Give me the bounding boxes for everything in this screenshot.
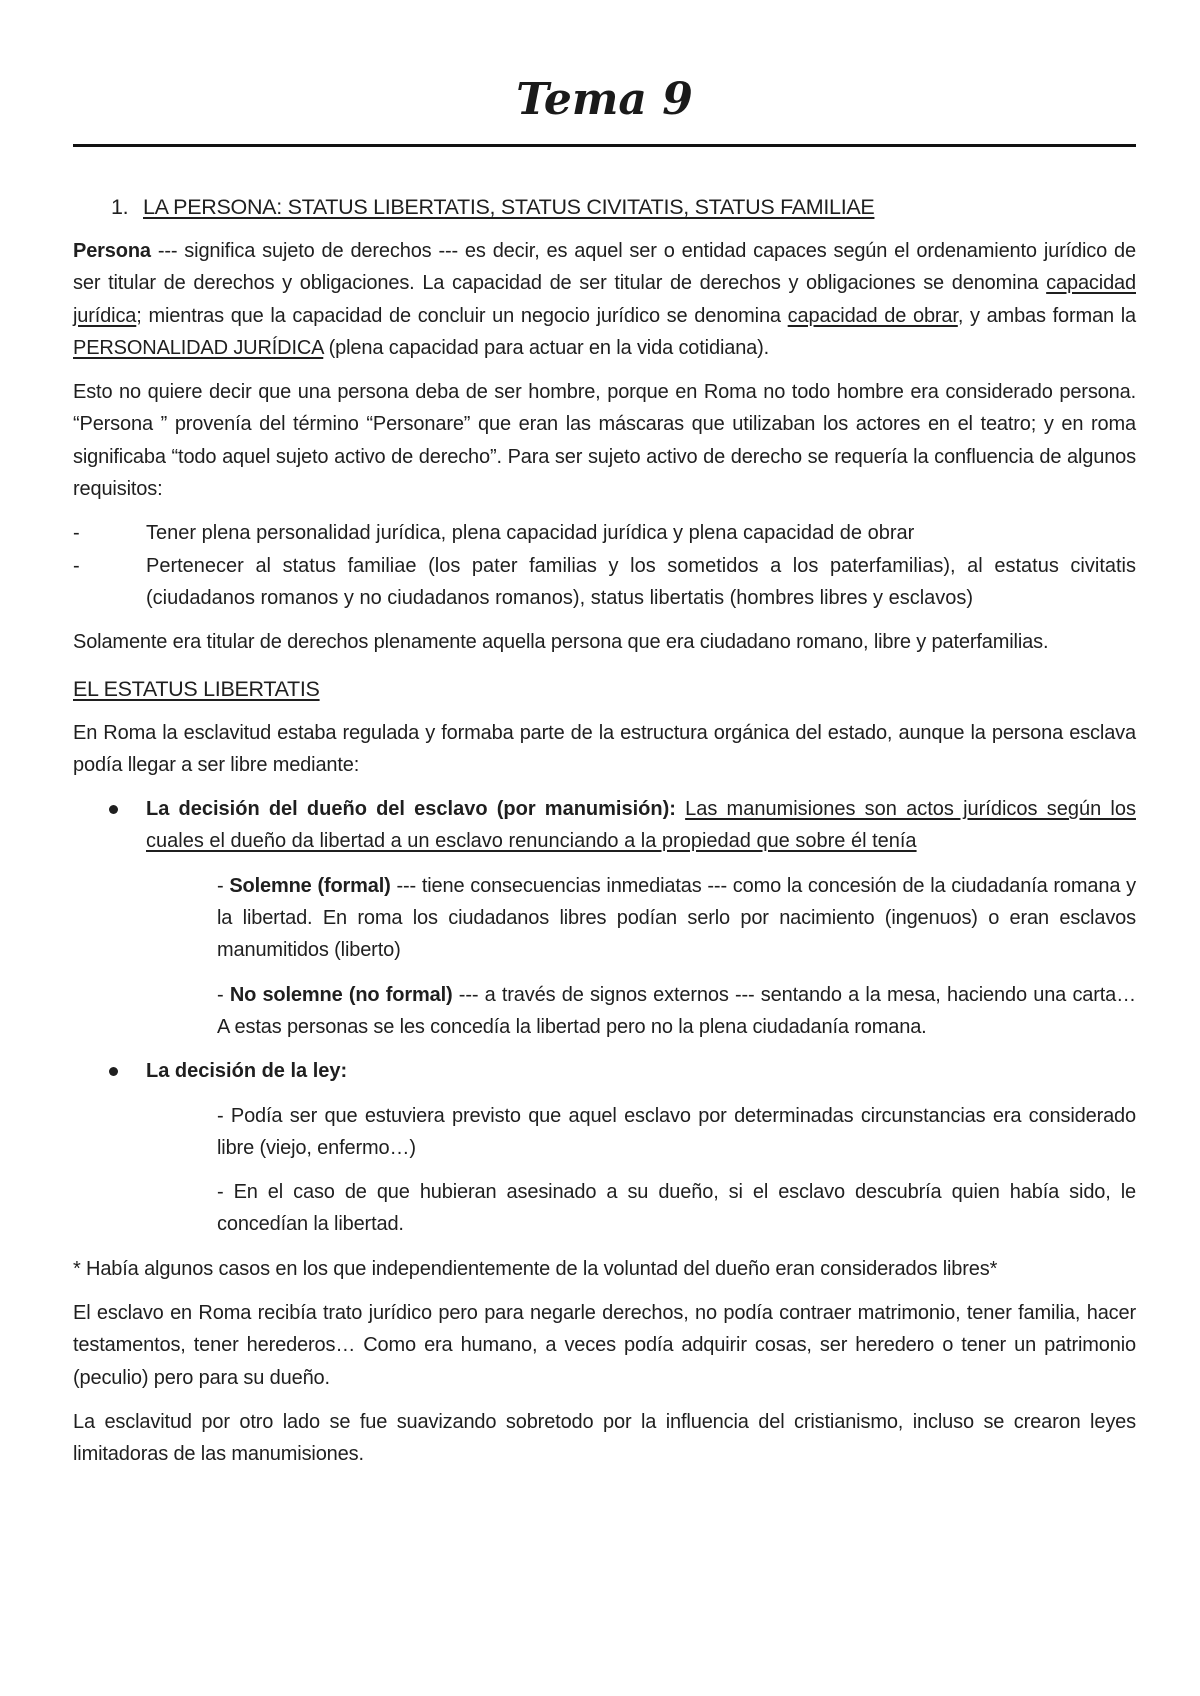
bullet-dot bbox=[109, 805, 118, 814]
title-divider bbox=[73, 144, 1136, 147]
term-persona: Persona bbox=[73, 240, 151, 262]
dash-marker: - bbox=[73, 522, 80, 545]
requirements-list bbox=[73, 517, 1136, 614]
bullet-manumision bbox=[73, 793, 1136, 858]
paragraph-solemne bbox=[73, 870, 1136, 967]
section-heading bbox=[111, 191, 1136, 223]
paragraph-esclavitud: En Roma la esclavitud estaba regulada y formaba parte de la estructura orgánica del estado, aunque la persona esclava podía llegar a ser libre mediante: bbox=[73, 721, 1136, 776]
paragraph-text: --- significa sujeto de derechos --- es decir, es aquel ser o entidad capaces según el ordenamiento jurídico de ser titular de derechos y obligaciones. La capacidad de ser titular de derechos y obligaciones se denomina bbox=[73, 240, 1136, 295]
note: * Había algunos casos en los que independientemente de la voluntad del dueño eran considerados libres* bbox=[73, 1257, 998, 1280]
paragraph-trato-juridico: El esclavo en Roma recibía trato jurídico pero para negarle derechos, no podía contraer matrimonio, tener familia, hacer testamentos, tener herederos… Como era humano, a veces podía adquirir cosas, ser heredero o tener un patrimonio (peculio) pero para su dueño. bbox=[73, 1302, 1136, 1389]
paragraph-persona-origin: Esto no quiere decir que una persona deba de ser hombre, porque en Roma no todo hombre era considerado persona. “Persona ” provenía del término “Personare” que eran las máscaras que utilizaban los actores en el teatro; y en roma significaba “todo aquel sujeto activo de derecho”. Para ser sujeto activo de derecho se requería la confluencia de algunos requisitos: bbox=[73, 381, 1136, 501]
term-capacidad-obrar: capacidad de obrar bbox=[787, 304, 958, 327]
label-no-solemne: No solemne (no formal) bbox=[229, 983, 453, 1006]
bullet-dot bbox=[109, 1067, 118, 1076]
label-solemne: Solemne (formal) bbox=[229, 874, 391, 897]
paragraph-titular: Solamente era titular de derechos plenamente aquella persona que era ciudadano romano, libre y paterfamilias. bbox=[73, 631, 1049, 654]
list-item bbox=[73, 517, 1136, 549]
paragraph-text: , y ambas forman la bbox=[957, 304, 1136, 327]
paragraph-no-solemne bbox=[73, 979, 1136, 1044]
paragraph-text: ; mientras que la capacidad de concluir un negocio jurídico se denomina bbox=[136, 304, 788, 327]
subheading-estatus-libertatis: EL ESTATUS LIBERTATIS bbox=[73, 676, 320, 701]
paragraph-text: --- a través de signos externos --- sentando a la mesa, haciendo una carta… A estas personas se les concedía la libertad pero no la plena ciudadanía romana. bbox=[217, 983, 1137, 1038]
term-capacidad-juridica: capacidad jurídica bbox=[73, 272, 1136, 327]
document-title: Tema 9 bbox=[516, 74, 693, 125]
paragraph-persona bbox=[73, 235, 1136, 364]
dash-marker: - bbox=[73, 554, 80, 577]
item-prefix: - bbox=[217, 874, 230, 897]
paragraph-text: --- tiene consecuencias inmediatas --- como la concesión de la ciudadanía romana y la libertad. En roma los ciudadanos libres podían serlo por nacimiento (ingenuos) o eran esclavos manumitidos (liberto) bbox=[217, 874, 1136, 962]
list-item bbox=[73, 550, 1136, 615]
bullet-ley bbox=[73, 1055, 1136, 1087]
item-prefix: - bbox=[217, 983, 230, 1006]
paragraph-cristianismo: La esclavitud por otro lado se fue suavizando sobretodo por la influencia del cristianismo, incluso se crearon leyes limitadoras de las manumisiones. bbox=[73, 1410, 1136, 1466]
list-item-text: Tener plena personalidad jurídica, plena capacidad jurídica y plena capacidad de obrar bbox=[146, 522, 915, 545]
term-personalidad-juridica: PERSONALIDAD JURÍDICA bbox=[73, 336, 324, 359]
section-heading-text: LA PERSONA: STATUS LIBERTATIS, STATUS CIVITATIS, STATUS FAMILIAE bbox=[143, 195, 875, 219]
bullet-label: La decisión del dueño del esclavo (por manumisión): bbox=[146, 798, 676, 821]
bullet-definition: Las manumisiones son actos jurídicos según los cuales el dueño da libertad a un esclavo renunciando a la propiedad que sobre él tenía bbox=[146, 798, 1136, 853]
paragraph-ley-1: - Podía ser que estuviera previsto que aquel esclavo por determinadas circunstancias era considerado libre (viejo, enfermo…) bbox=[217, 1104, 1136, 1159]
list-item-text: Pertenecer al status familiae (los pater familias y los sometidos a los paterfamilias), al estatus civitatis (ciudadanos romanos y no ciudadanos romanos), status libertatis (hombres libres y esclavos) bbox=[146, 554, 1136, 609]
paragraph-text: (plena capacidad para actuar en la vida cotidiana). bbox=[323, 336, 770, 359]
section-number: 1. bbox=[111, 195, 129, 219]
paragraph-ley-2: - En el caso de que hubieran asesinado a su dueño, si el esclavo descubría quien había sido, le concedían la libertad. bbox=[217, 1181, 1136, 1236]
bullet-label: La decisión de la ley: bbox=[146, 1060, 348, 1083]
